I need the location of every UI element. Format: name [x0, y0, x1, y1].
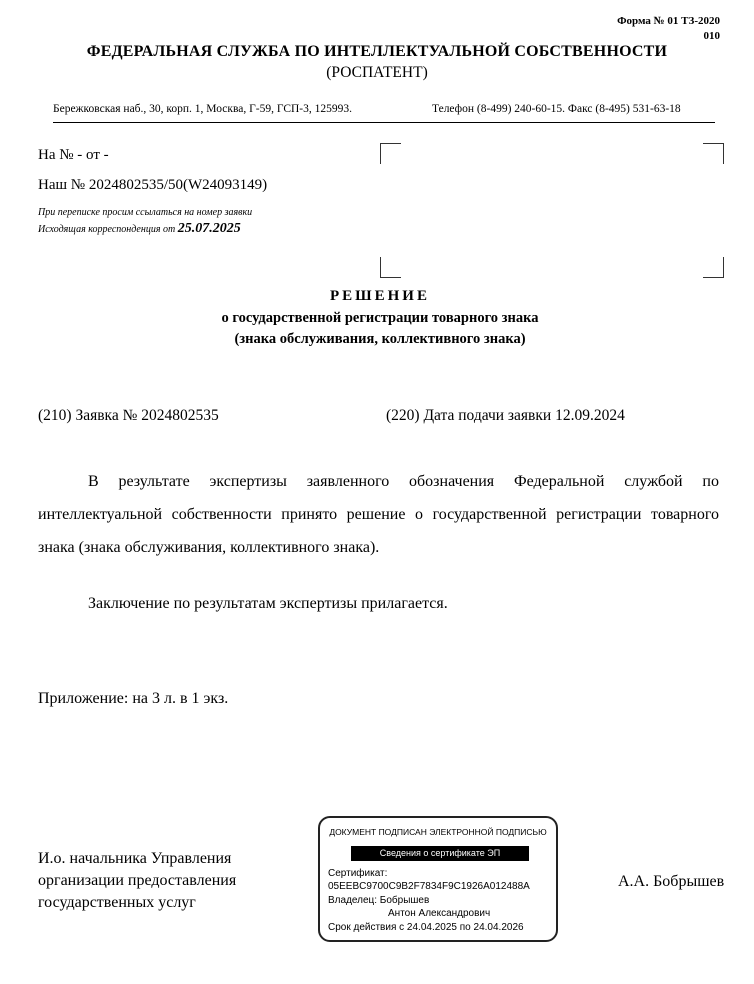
address-frame-corner-top-right [703, 143, 724, 164]
correspondence-note: При переписке просим ссылаться на номер заявки [38, 207, 253, 218]
application-date: (220) Дата подачи заявки 12.09.2024 [386, 407, 625, 424]
incoming-reference: На № - от - [38, 147, 109, 163]
agency-address: Бережковская наб., 30, корп. 1, Москва, Г-59, ГСП-3, 125993. [53, 103, 353, 115]
form-code: 010 [703, 30, 720, 42]
decision-paragraph: В результате экспертизы заявленного обозначения Федеральной службой по интеллектуальной собственности принято решение о государственной регистрации товарного знака (знака обслуживания, коллективного знака). [38, 473, 719, 556]
header-divider [53, 122, 715, 123]
form-number: Форма № 01 ТЗ-2020 [617, 15, 720, 27]
address-frame-corner-bottom-left [380, 257, 401, 278]
application-number: (210) Заявка № 2024802535 [38, 407, 219, 424]
signer-position-line-3: государственных услуг [38, 894, 196, 911]
signer-position-line-1: И.о. начальника Управления [38, 850, 232, 867]
electronic-signature-stamp [318, 816, 558, 942]
address-frame-corner-bottom-right [703, 257, 724, 278]
outgoing-date: 25.07.2025 [177, 221, 241, 236]
decision-subtitle-2: (знака обслуживания, коллективного знака) [234, 331, 526, 347]
outgoing-correspondence [38, 221, 241, 237]
stamp-header: ДОКУМЕНТ ПОДПИСАН ЭЛЕКТРОННОЙ ПОДПИСЬЮ [329, 827, 547, 837]
decision-title: РЕШЕНИЕ [330, 288, 430, 304]
stamp-cert-label: Сертификат: [328, 868, 388, 879]
decision-subtitle-1: о государственной регистрации товарного знака [221, 310, 539, 326]
stamp-validity: Срок действия с 24.04.2025 по 24.04.2026 [328, 922, 524, 933]
stamp-cert-id: 05EEBC9700C9B2F7834F9C1926A012488A [328, 881, 530, 892]
stamp-owner-name: Антон Александрович [388, 908, 491, 919]
form-number-block [617, 14, 720, 44]
outgoing-label: Исходящая корреспонденция от [38, 224, 176, 235]
signer-position-line-2: организации предоставления [38, 872, 237, 889]
agency-name: ФЕДЕРАЛЬНАЯ СЛУЖБА ПО ИНТЕЛЛЕКТУАЛЬНОЙ СОБСТВЕННОСТИ [86, 43, 668, 60]
conclusion-text: Заключение по результатам экспертизы прилагается. [88, 595, 448, 612]
stamp-certificate-bar: Сведения о сертификате ЭП [351, 846, 529, 861]
address-frame-corner-top-left [380, 143, 401, 164]
our-reference: Наш № 2024802535/50(W24093149) [38, 177, 268, 193]
stamp-owner-label: Владелец: Бобрышев [328, 895, 430, 906]
agency-short-name: (РОСПАТЕНТ) [326, 64, 428, 81]
attachment-text: Приложение: на 3 л. в 1 экз. [38, 690, 229, 707]
signer-name: А.А. Бобрышев [618, 873, 725, 890]
agency-phone: Телефон (8-499) 240-60-15. Факс (8-495) 531-63-18 [432, 103, 681, 115]
